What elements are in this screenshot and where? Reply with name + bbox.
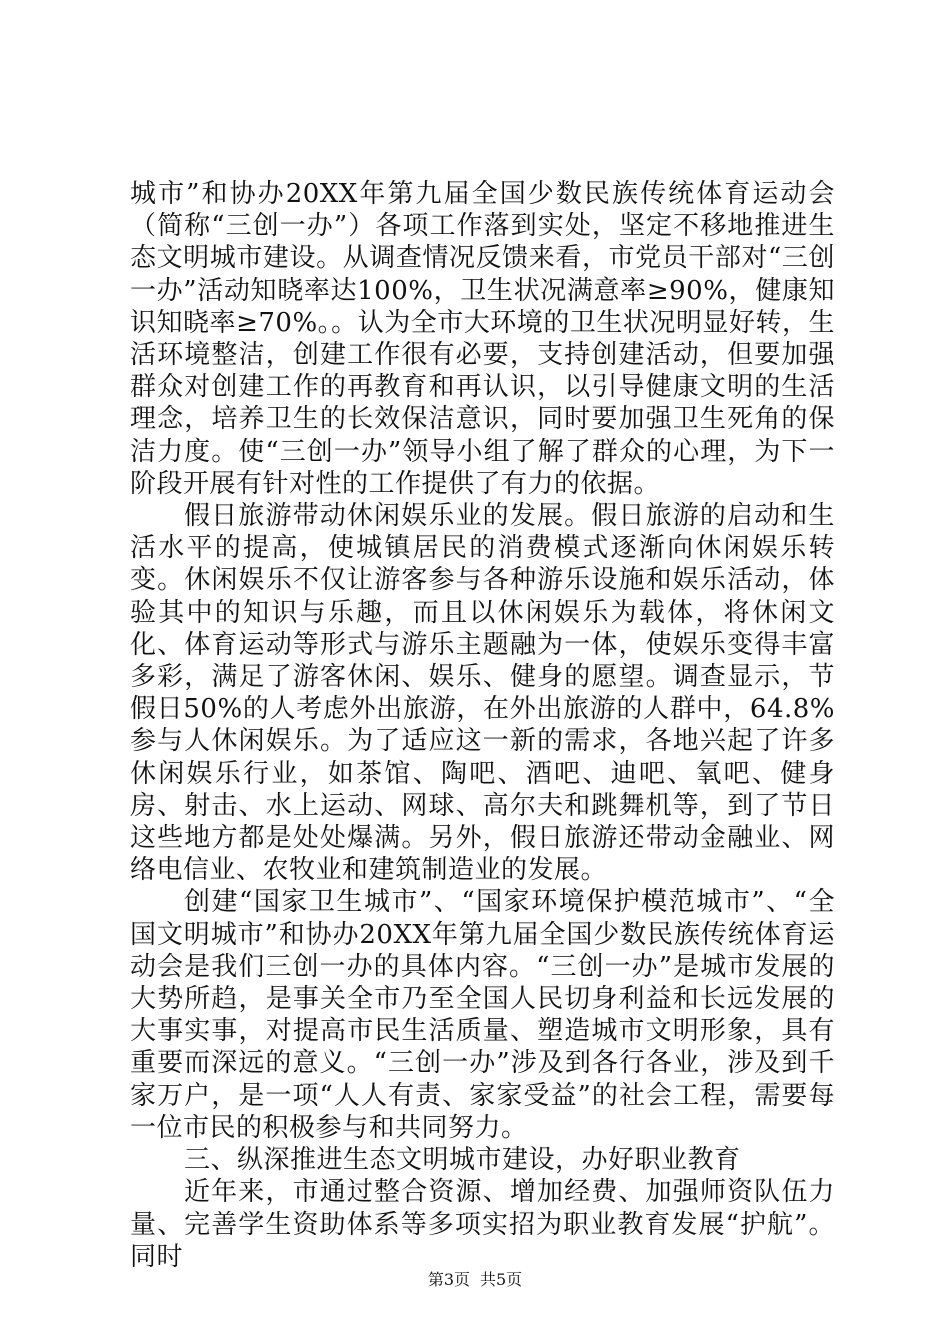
paragraph-three-create-one-host: 创建“国家卫生城市”、“国家环境保护模范城市”、“全国文明城市”和协办20XX年第九届全国少数民族传统体育运动会是我们三创一办的具体内容。“三创一办”是城市发展的大势所趋，是事关全市乃至全国人民切身利益和长远发展的大事实事，对提高市民生活质量、塑造城市文明形象，具有重要而深远的意义。“三创一办”涉及到各行各业，涉及到千家万户，是一项“人人有责、家家受益”的社会工程，需要每一位市民的积极参与和共同努力。 <box>130 887 835 1143</box>
document-body <box>130 178 835 1273</box>
page-footer <box>0 1270 950 1290</box>
paragraph-holiday-tourism: 假日旅游带动休闲娱乐业的发展。假日旅游的启动和生活水平的提高，使城镇居民的消费模式逐渐向休闲娱乐转变。休闲娱乐不仅让游客参与各种游乐设施和娱乐活动，体验其中的知识与乐趣，而且以休闲娱乐为载体，将休闲文化、体育运动等形式与游乐主题融为一体，使娱乐变得丰富多彩，满足了游客休闲、娱乐、健身的愿望。调查显示，节假日50%的人考虑外出旅游，在外出旅游的人群中，64.8%参与人休闲娱乐。为了适应这一新的需求，各地兴起了许多休闲娱乐行业，如茶馆、陶吧、酒吧、迪吧、氧吧、健身房、射击、水上运动、网球、高尔夫和跳舞机等，到了节日这些地方都是处处爆满。另外，假日旅游还带动金融业、网络电信业、农牧业和建筑制造业的发展。 <box>130 501 835 886</box>
page-number: 第3页 <box>427 1270 470 1289</box>
paragraph-vocational-education: 近年来，市通过整合资源、增加经费、加强师资队伍力量、完善学生资助体系等多项实招为职业教育发展“护航”。同时 <box>130 1177 835 1272</box>
page-total: 共5页 <box>480 1270 523 1289</box>
paragraph-survey-results: 城市”和协办20XX年第九届全国少数民族传统体育运动会（简称“三创一办”）各项工作落到实处，坚定不移地推进生态文明城市建设。从调查情况反馈来看，市党员干部对“三创一办”活动知晓率达100%，卫生状况满意率≥90%，健康知识知晓率≥70%。。认为全市大环境的卫生状况明显好转，生活环境整洁，创建工作很有必要，支持创建活动，但要加强群众对创建工作的再教育和再认识，以引导健康文明的生活理念，培养卫生的长效保洁意识，同时要加强卫生死角的保洁力度。使“三创一办”领导小组了解了群众的心理，为下一阶段开展有针对性的工作提供了有力的依据。 <box>130 179 835 499</box>
section-heading-ecological-city: 三、纵深推进生态文明城市建设，办好职业教育 <box>184 1145 741 1176</box>
